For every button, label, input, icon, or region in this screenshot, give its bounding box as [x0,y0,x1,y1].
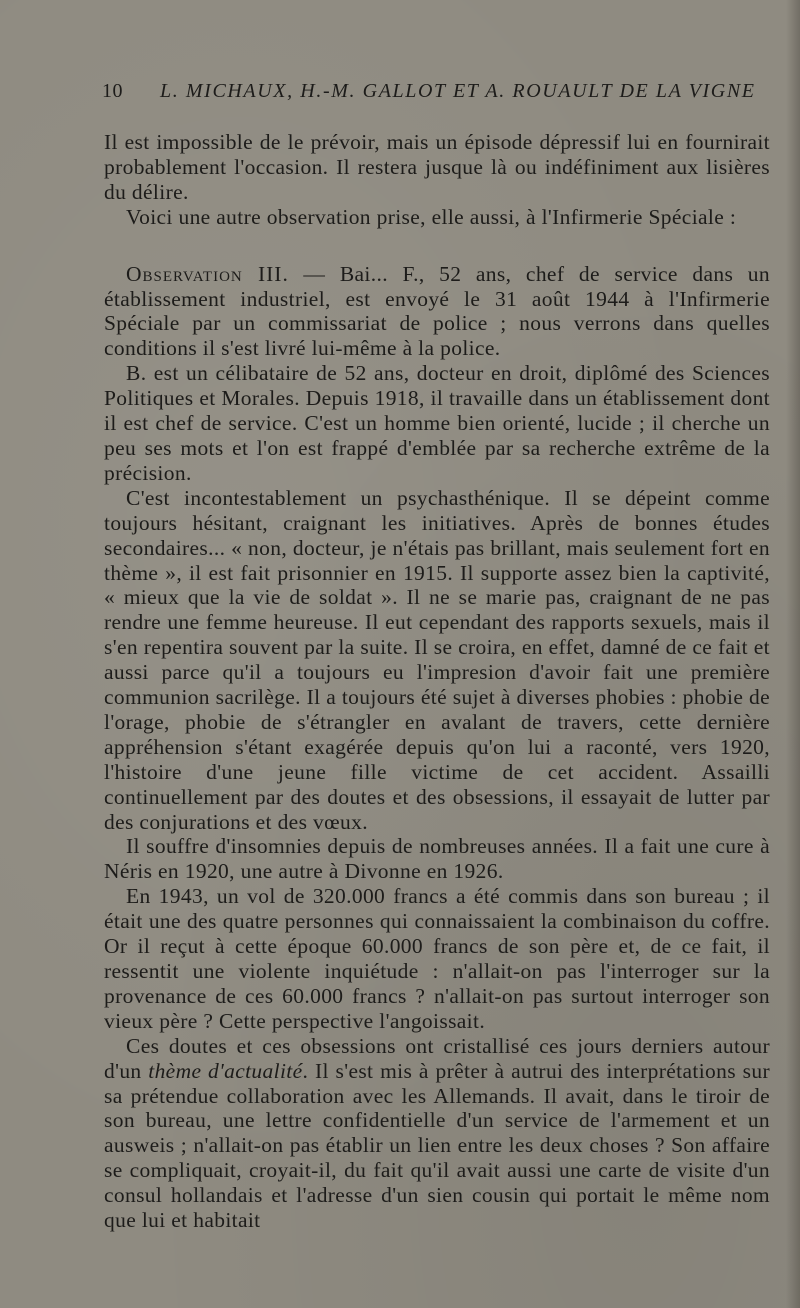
paragraph: En 1943, un vol de 320.000 francs a été commis dans son bureau ; il était une des quatre personnes qui connaissaient la combinaison du coffre. Or il reçut à cette époque 60.000 francs de son père et, de ce fait, il ressentit une violente inquiétude : n'allait-on pas l'interroger sur la provenance de ces 60.000 francs ? n'allait-on pas surtout interroger son vieux père ? Cette perspective l'angoissait. [104,884,770,1033]
paragraph: Voici une autre observation prise, elle aussi, à l'Infirmerie Spéciale : [126,204,737,229]
section-gap [104,230,770,262]
running-head: L. MICHAUX, H.-M. GALLOT ET A. ROUAULT DE LA VIGNE [160,80,756,102]
observation-text: — Bai... F., 52 ans, chef de service dans un établissement industriel, est envoyé le 31 août 1944 à l'Infirmerie Spéciale par un commissariat de police ; nous verrons dans quelles conditions il s'est livré lui-même à la police. [104,261,770,361]
page-edge-shadow [786,0,800,1308]
paragraph: C'est incontestablement un psychasthénique. Il se dépeint comme toujours hésitant, craignant les initiatives. Après de bonnes études secondaires... « non, docteur, je n'étais pas brillant, mais seulement fort en thème », il est fait prisonnier en 1915. Il supporte assez bien la captivité, « mieux que la vie de soldat ». Il ne se marie pas, craignant de ne pas rendre une femme heureuse. Il eut cependant des rapports sexuels, mais il s'en repentira souvent par la suite. Il se croira, en effet, damné de ce fait et aussi parce qu'il a toujours eu l'impresion d'avoir fait une première communion sacrilège. Il a toujours été sujet à diverses phobies : phobie de l'orage, phobie de s'étrangler en avalant de travers, cette dernière appréhension s'étant exagérée depuis qu'on lui a raconté, vers 1920, l'histoire d'une jeune fille victime de cet accident. Assailli continuellement par des doutes et des obsessions, il essayait de lutter par des conjurations et des vœux. [104,485,770,834]
page-header [102,80,756,110]
paragraph-text: . Il s'est mis à prêter à autrui des interprétations sur sa prétendue collaboration avec les Allemands. Il avait, dans le tiroir de son bureau, une lettre confidentielle d'un service de l'armement et un ausweis ; n'allait-on pas établir un lien entre les deux choses ? Son affaire se compliquait, croyait-il, du fait qu'il avait aussi une carte de visite d'un consul hollandais et l'adresse d'un sien cousin qui portait le même nom que lui et habitait [104,1058,770,1233]
observation-paragraph [104,262,770,362]
paragraph [104,1034,770,1233]
paragraph: B. est un célibataire de 52 ans, docteur en droit, diplômé des Sciences Politiques et Morales. Depuis 1918, il travaille dans un établissement dont il est chef de service. C'est un homme bien orienté, lucide ; il cherche un peu ses mots et l'on est frappé d'emblée par sa recherche extrême de la précision. [104,361,770,485]
paragraph-text: Ces doutes et ces obsessions ont cristallisé ces jours derniers autour d'un [104,1033,770,1083]
observation-heading: Observation III. [126,261,289,286]
paragraph: Il est impossible de le prévoir, mais un épisode dépressif lui en fournirait probablement l'occasion. Il restera jusque là ou indéfiniment aux lisières du délire. [104,130,770,204]
body-text [104,130,770,1233]
emphasized-text: thème d'actualité [148,1058,303,1083]
paragraph: Il souffre d'insomnies depuis de nombreuses années. Il a fait une cure à Néris en 1920, une autre à Divonne en 1926. [104,834,770,884]
page-number: 10 [102,80,123,102]
